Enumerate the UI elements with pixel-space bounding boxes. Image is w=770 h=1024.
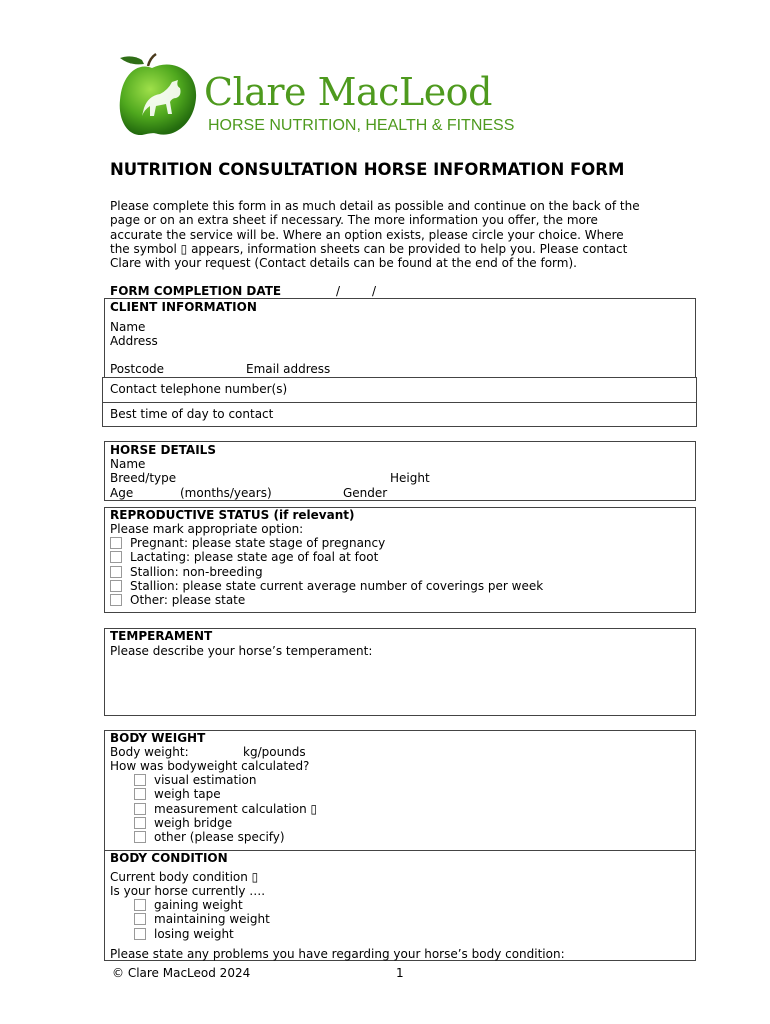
completion-date-field[interactable] xyxy=(270,284,420,298)
option-label: weigh bridge xyxy=(154,815,233,830)
checkbox[interactable] xyxy=(110,551,122,563)
email-label: Email address xyxy=(246,362,331,376)
current-condition-field[interactable] xyxy=(270,870,690,884)
currently-label: Is your horse currently …. xyxy=(110,884,266,898)
horse-name-field[interactable] xyxy=(155,457,685,471)
option-label: Stallion: non-breeding xyxy=(130,564,263,579)
breed-field[interactable] xyxy=(185,471,380,485)
option-label: Lactating: please state age of foal at foot xyxy=(130,550,379,565)
completion-date-label: FORM COMPLETION DATE xyxy=(110,284,282,298)
height-label: Height xyxy=(390,471,430,485)
intro-line: Clare with your request (Contact details can be found at the end of the form). xyxy=(110,256,577,271)
option-label: Other: please state xyxy=(130,593,246,608)
breed-label: Breed/type xyxy=(110,471,177,485)
temperament-heading: TEMPERAMENT xyxy=(110,629,213,643)
checkbox[interactable] xyxy=(134,803,146,815)
gender-label: Gender xyxy=(343,486,388,500)
checkbox[interactable] xyxy=(134,788,146,800)
option-label: visual estimation xyxy=(154,773,257,787)
option-label: maintaining weight xyxy=(154,912,270,927)
checkbox[interactable] xyxy=(134,817,146,829)
client-address-label: Address xyxy=(110,334,158,348)
age-label: Age xyxy=(110,486,134,500)
intro-line: the symbol ▯ appears, information sheets can be provided to help you. Please contact xyxy=(110,241,628,256)
current-condition-label: Current body condition ▯ xyxy=(110,870,259,884)
email-field[interactable] xyxy=(340,362,690,376)
body-weight-label: Body weight: xyxy=(110,745,189,759)
checkbox[interactable] xyxy=(110,566,122,578)
body-weight-heading: BODY WEIGHT xyxy=(110,731,206,745)
problems-prompt: Please state any problems you have regarding your horse’s body condition: xyxy=(110,947,565,961)
client-info-heading: CLIENT INFORMATION xyxy=(110,300,257,314)
option-label: weigh tape xyxy=(154,787,221,802)
date-separator: / xyxy=(372,284,377,298)
best-time-field[interactable] xyxy=(300,405,690,425)
body-weight-how: How was bodyweight calculated? xyxy=(110,759,310,773)
checkbox-row xyxy=(134,912,270,926)
checkbox[interactable] xyxy=(110,580,122,592)
page-title: NUTRITION CONSULTATION HORSE INFORMATION FORM xyxy=(110,160,625,179)
checkbox[interactable] xyxy=(110,594,122,606)
client-address-field[interactable] xyxy=(170,334,690,360)
option-label: Pregnant: please state stage of pregnancy xyxy=(130,536,386,550)
postcode-field[interactable] xyxy=(170,362,240,376)
checkbox-row xyxy=(110,550,543,564)
checkbox[interactable] xyxy=(134,831,146,843)
reproductive-prompt: Please mark appropriate option: xyxy=(110,522,304,536)
height-field[interactable] xyxy=(436,471,686,485)
checkbox[interactable] xyxy=(134,774,146,786)
checkbox-row xyxy=(110,593,543,607)
client-name-label: Name xyxy=(110,320,146,334)
checkbox-row xyxy=(134,927,270,941)
brand-name: Clare MacLeod xyxy=(204,70,492,114)
age-unit-label: (months/years) xyxy=(180,486,272,500)
brand-tagline: HORSE NUTRITION, HEALTH & FITNESS xyxy=(208,117,515,134)
phone-label: Contact telephone number(s) xyxy=(110,382,288,396)
checkbox[interactable] xyxy=(134,913,146,925)
body-weight-options xyxy=(134,773,317,844)
option-label: losing weight xyxy=(154,926,234,941)
client-name-field[interactable] xyxy=(160,320,690,334)
reproductive-options xyxy=(110,536,543,607)
checkbox-row xyxy=(110,536,543,550)
postcode-label: Postcode xyxy=(110,362,165,376)
body-weight-unit: kg/pounds xyxy=(243,745,306,759)
option-label: measurement calculation ▯ xyxy=(154,801,318,816)
checkbox-row xyxy=(134,773,317,787)
page-number: 1 xyxy=(396,966,404,980)
body-weight-field[interactable] xyxy=(198,745,240,759)
checkbox-row xyxy=(110,579,543,593)
checkbox[interactable] xyxy=(134,928,146,940)
checkbox-row xyxy=(134,898,270,912)
reproductive-status-heading: REPRODUCTIVE STATUS (if relevant) xyxy=(110,508,355,522)
copyright-notice: © Clare MacLeod 2024 xyxy=(112,966,251,980)
phone-field[interactable] xyxy=(310,380,690,400)
checkbox-row xyxy=(110,565,543,579)
body-condition-heading: BODY CONDITION xyxy=(110,851,228,865)
intro-line: Please complete this form in as much detail as possible and continue on the back of the xyxy=(110,199,640,213)
body-condition-options xyxy=(134,898,270,941)
checkbox-row xyxy=(134,816,317,830)
intro-line: page or on an extra sheet if necessary. The more information you offer, the more xyxy=(110,213,598,228)
option-label: Stallion: please state current average number of coverings per week xyxy=(130,578,544,593)
best-time-label: Best time of day to contact xyxy=(110,407,274,421)
checkbox-row xyxy=(134,787,317,801)
date-separator: / xyxy=(336,284,341,298)
option-label: other (please specify) xyxy=(154,830,285,845)
checkbox[interactable] xyxy=(134,899,146,911)
temperament-prompt: Please describe your horse’s temperament: xyxy=(110,644,373,658)
checkbox-row xyxy=(134,830,317,844)
horse-name-label: Name xyxy=(110,457,146,471)
age-field[interactable] xyxy=(138,486,176,500)
horse-details-heading: HORSE DETAILS xyxy=(110,443,216,457)
checkbox-row xyxy=(134,802,317,816)
intro-paragraph xyxy=(110,199,690,270)
checkbox[interactable] xyxy=(110,537,122,549)
gender-field[interactable] xyxy=(395,486,685,500)
option-label: gaining weight xyxy=(154,898,243,912)
temperament-field[interactable] xyxy=(110,660,690,712)
intro-line: accurate the service will be. Where an option exists, please circle your choice. Where xyxy=(110,227,624,242)
